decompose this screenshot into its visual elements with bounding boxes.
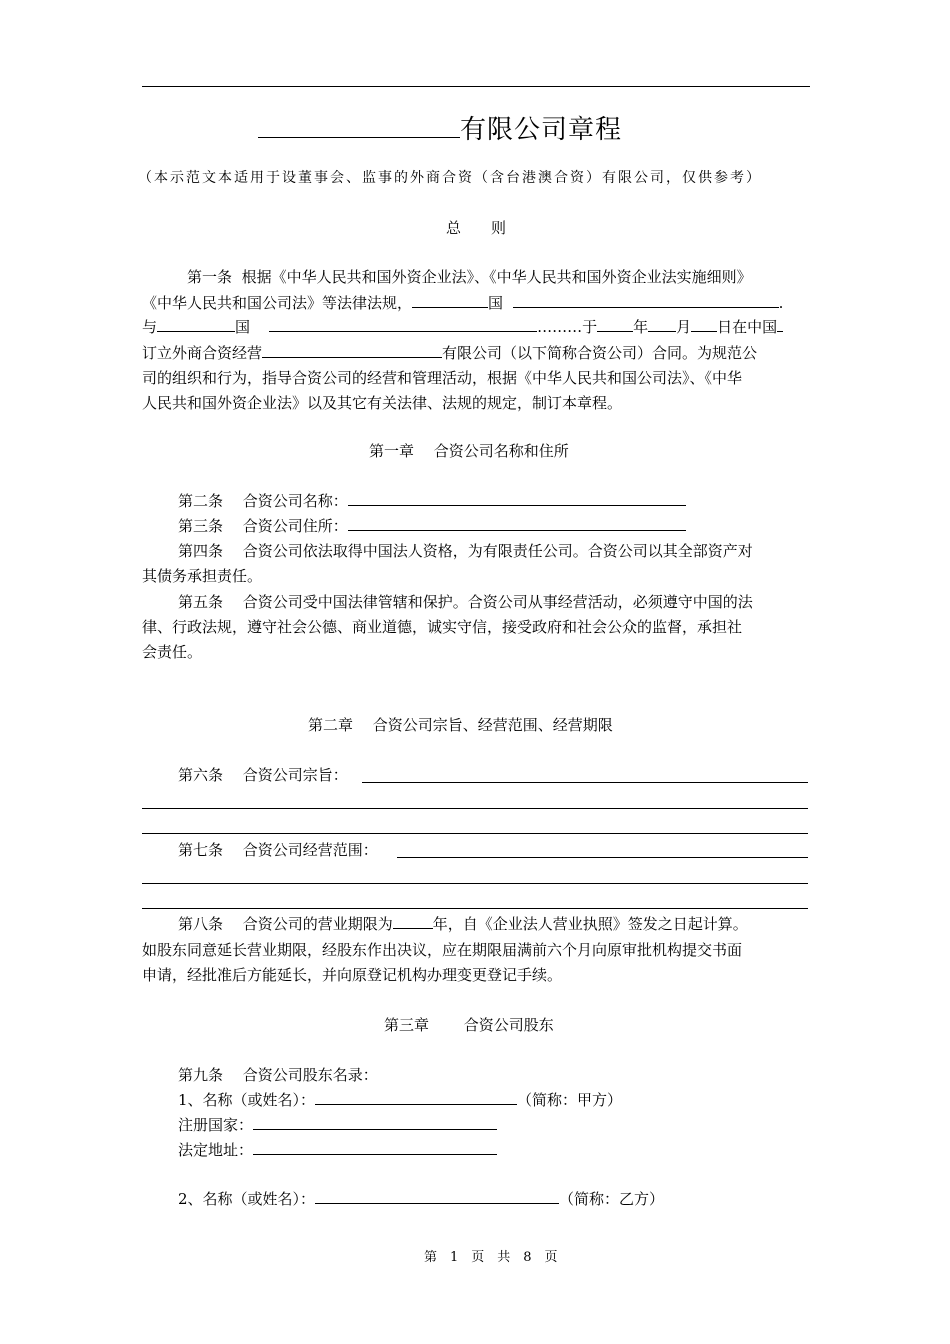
article-4-line-2: 其债务承担责任。 bbox=[142, 567, 263, 585]
scope-line-3 bbox=[142, 908, 808, 909]
article-2: 第二条 合资公司名称： bbox=[178, 491, 686, 511]
chapter-2-heading: 第二章 合资公司宗旨、经营范围、经营期限 bbox=[308, 716, 613, 734]
term-years-field bbox=[393, 914, 433, 929]
shareholder-1-name-field bbox=[315, 1090, 517, 1105]
company-address-field bbox=[348, 516, 686, 531]
article-8-line-3: 申请，经批准后方能延长，并向原登记机构办理变更登记手续。 bbox=[142, 966, 563, 984]
shareholder-1-country-field bbox=[253, 1115, 497, 1130]
company-name-field bbox=[348, 491, 686, 506]
chapter-1-heading: 第一章 合资公司名称和住所 bbox=[369, 442, 569, 460]
article-8-line-1: 第八条 合资公司的营业期限为 年，自《企业法人营业执照》签发之日起计算。 bbox=[178, 915, 748, 933]
shareholder-2-name: 2、名称（或姓名）： （简称：乙方） bbox=[178, 1190, 665, 1208]
article-1-line-3: 与 国 ………于 年 月 日在中国 bbox=[142, 317, 783, 337]
company-name-blank bbox=[258, 115, 460, 138]
article-7: 第七条 合资公司经营范围： bbox=[178, 841, 378, 859]
shareholder-1-address: 法定地址： bbox=[178, 1140, 497, 1160]
article-1-line-4: 订立外商合资经营 有限公司（以下简称合资公司）合同。为规范公 bbox=[142, 344, 758, 362]
purpose-line-1 bbox=[362, 782, 808, 783]
article-5-line-1: 第五条 合资公司受中国法律管辖和保护。合资公司从事经营活动，必须遵守中国的法 bbox=[178, 593, 753, 611]
purpose-line-3 bbox=[142, 833, 808, 834]
article-1-line-1: 第一条 根据《中华人民共和国外资企业法》、《中华人民共和国外资企业法实施细则》 bbox=[187, 268, 752, 286]
article-1-line-5: 司的组织和行为，指导合资公司的经营和管理活动，根据《中华人民共和国公司法》、《中华 bbox=[142, 369, 743, 387]
header-rule bbox=[142, 86, 810, 87]
chapter-3-heading: 第三章 合资公司股东 bbox=[384, 1016, 554, 1034]
page-number: 第 1 页 共 8 页 bbox=[424, 1250, 558, 1265]
document-title bbox=[258, 114, 622, 146]
usage-note: （本示范文本适用于设董事会、监事的外商合资（含台港澳合资）有限公司，仅供参考） bbox=[138, 170, 762, 186]
section-heading-general: 总 则 bbox=[446, 219, 507, 237]
scope-line-2 bbox=[142, 883, 808, 884]
article-4-line-1: 第四条 合资公司依法取得中国法人资格，为有限责任公司。合资公司以其全部资产对 bbox=[178, 542, 753, 560]
shareholder-1-name: 1、名称（或姓名）： （简称：甲方） bbox=[178, 1091, 623, 1109]
article-5-line-2: 律、行政法规，遵守社会公德、商业道德，诚实守信，接受政府和社会公众的监督，承担社 bbox=[142, 618, 743, 636]
shareholder-1-address-field bbox=[253, 1140, 497, 1155]
article-5-line-3: 会责任。 bbox=[142, 643, 203, 661]
shareholder-2-name-field bbox=[315, 1189, 559, 1204]
scope-line-1 bbox=[397, 857, 808, 858]
article-3: 第三条 合资公司住所： bbox=[178, 516, 686, 536]
shareholder-1-country: 注册国家： bbox=[178, 1115, 497, 1135]
purpose-line-2 bbox=[142, 808, 808, 809]
title-text: 有限公司章程 bbox=[460, 115, 623, 145]
article-1-line-2: 《中华人民共和国公司法》等法律法规， 国 . bbox=[142, 294, 784, 312]
article-6: 第六条 合资公司宗旨： bbox=[178, 766, 348, 784]
article-1-line-6: 人民共和国外资企业法》以及其它有关法律、法规的规定，制订本章程。 bbox=[142, 394, 623, 412]
article-9: 第九条 合资公司股东名录： bbox=[178, 1066, 378, 1084]
article-8-line-2: 如股东同意延长营业期限，经股东作出决议，应在期限届满前六个月向原审批机构提交书面 bbox=[142, 941, 743, 959]
